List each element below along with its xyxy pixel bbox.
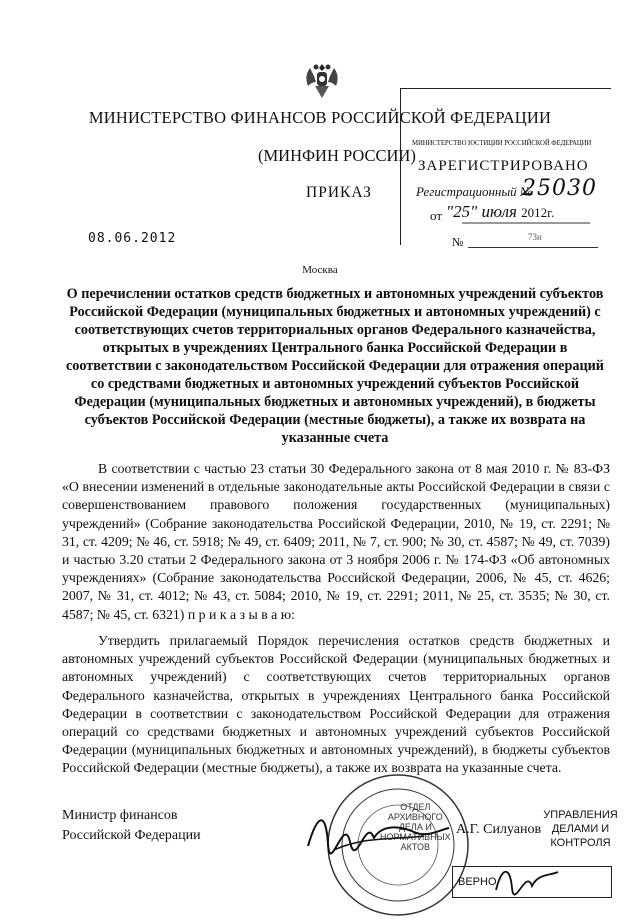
department-stamp xyxy=(521,808,640,850)
registration-stamp-title: ЗАРЕГИСТРИРОВАНО xyxy=(418,158,589,174)
signatory-position xyxy=(62,806,201,846)
registration-stamp-ministry: МИНИСТЕРСТВО ЮСТИЦИИ РОССИЙСКОЙ ФЕДЕРАЦИИ xyxy=(412,140,592,147)
seal-text-line: АКТОВ xyxy=(400,842,430,852)
registration-date-prefix: от xyxy=(430,208,443,223)
seal-text-line: ОТДЕЛ xyxy=(400,802,431,812)
city: Москва xyxy=(302,264,338,276)
seal-text-line: НОРМАТИВНЫХ xyxy=(380,832,451,842)
verified-signature-icon xyxy=(492,862,562,898)
ministry-short-name: (МИНФИН РОССИИ) xyxy=(258,146,416,165)
signatory-position-line: Министр финансов xyxy=(62,808,178,823)
minister-signature-icon xyxy=(304,806,454,856)
number-label: № xyxy=(452,235,464,249)
ministry-name: МИНИСТЕРСТВО ФИНАНСОВ РОССИЙСКОЙ ФЕДЕРАЦИИ xyxy=(88,108,552,127)
registration-date-underline xyxy=(462,211,592,225)
registration-number: 25030 xyxy=(522,176,597,201)
seal-text-line: ДЕЛА И xyxy=(398,822,432,832)
registration-date-day: "25" xyxy=(446,202,478,221)
body-paragraph-2: Утвердить прилагаемый Порядок перечисления остатков средств бюджетных и автономных учреждений субъектов Российской Федерации (муниципальных бюджетных и автономных учреждений) с соответствующих счетов территориальных органов Федерального казначейства, открытых в учреждениях Центрального банка Российской Федерации в соответствии с законодательством Российской Федерации для отражения операций со средствами бюджетных и автономных учреждений субъектов Российской Федерации (муниципальных бюджетных и автономных учреждений), в бюджеты субъектов Российской Федерации (местные бюджеты), а также их возврата на указанные счета. xyxy=(62,633,610,776)
document-date: 08.06.2012 xyxy=(88,231,177,246)
department-stamp-line: УПРАВЛЕНИЯ xyxy=(543,809,618,821)
registration-number-label: Регистрационный № xyxy=(416,184,533,199)
document-title: О перечислении остатков средств бюджетных и автономных учреждений субъектов Российской Федерации (муниципальных бюджетных и автономных учреждений) с соответствующих счетов территориальных органов Федерального казначейства, открытых в учреждениях Центрального банка Российской Федерации в соответствии с законодательством Российской Федерации для отражения операций со средствами бюджетных и автономных учреждений субъектов Российской Федерации (муниципальных бюджетных и автономных учреждений), в бюджеты субъектов Российской Федерации (местные бюджеты), а также их возврата на указанные счета xyxy=(66,286,604,446)
document-number: 73н xyxy=(528,232,542,242)
signatory-position-line: Российской Федерации xyxy=(62,828,201,843)
body-paragraph-1: В соответствии с частью 23 статьи 30 Федерального закона от 8 мая 2010 г. № 83-ФЗ «О внесении изменений в отдельные законодательные акты Российской Федерации в связи с совершенствованием правового положения государственных (муниципальных) учреждений» (Собрание законодательства Российской Федерации, 2010, № 19, ст. 2291; № 31, ст. 4209; № 46, ст. 5918; № 49, ст. 6409; 2011, № 7, ст. 900; № 30, ст. 4587; № 49, ст. 7039) и частью 3.20 статьи 2 Федерального закона от 3 ноября 2006 г. № 174-ФЗ «Об автономных учреждениях» (Собрание законодательства Российской Федерации, 2006, № 45, ст. 4626; 2007, № 31, ст. 4012; № 43, ст. 5084; 2010, № 19, ст. 2291; 2011, № 25, ст. 3535; № 30, ст. 4587; № 45, ст. 6321) п р и к а з ы в а ю: xyxy=(62,461,610,622)
number-underline xyxy=(468,247,598,248)
document-type: ПРИКАЗ xyxy=(306,184,372,201)
registration-date-month: июля xyxy=(481,202,517,221)
registration-date-year: 2012г. xyxy=(521,205,555,220)
verified-label: ВЕРНО xyxy=(458,876,497,888)
state-emblem-icon xyxy=(300,58,344,102)
department-stamp-line: ДЕЛАМИ И КОНТРОЛЯ xyxy=(550,823,611,849)
signatory-name: А.Г. Силуанов xyxy=(456,822,542,837)
seal-text-line: АРХИВНОГО xyxy=(387,812,443,822)
